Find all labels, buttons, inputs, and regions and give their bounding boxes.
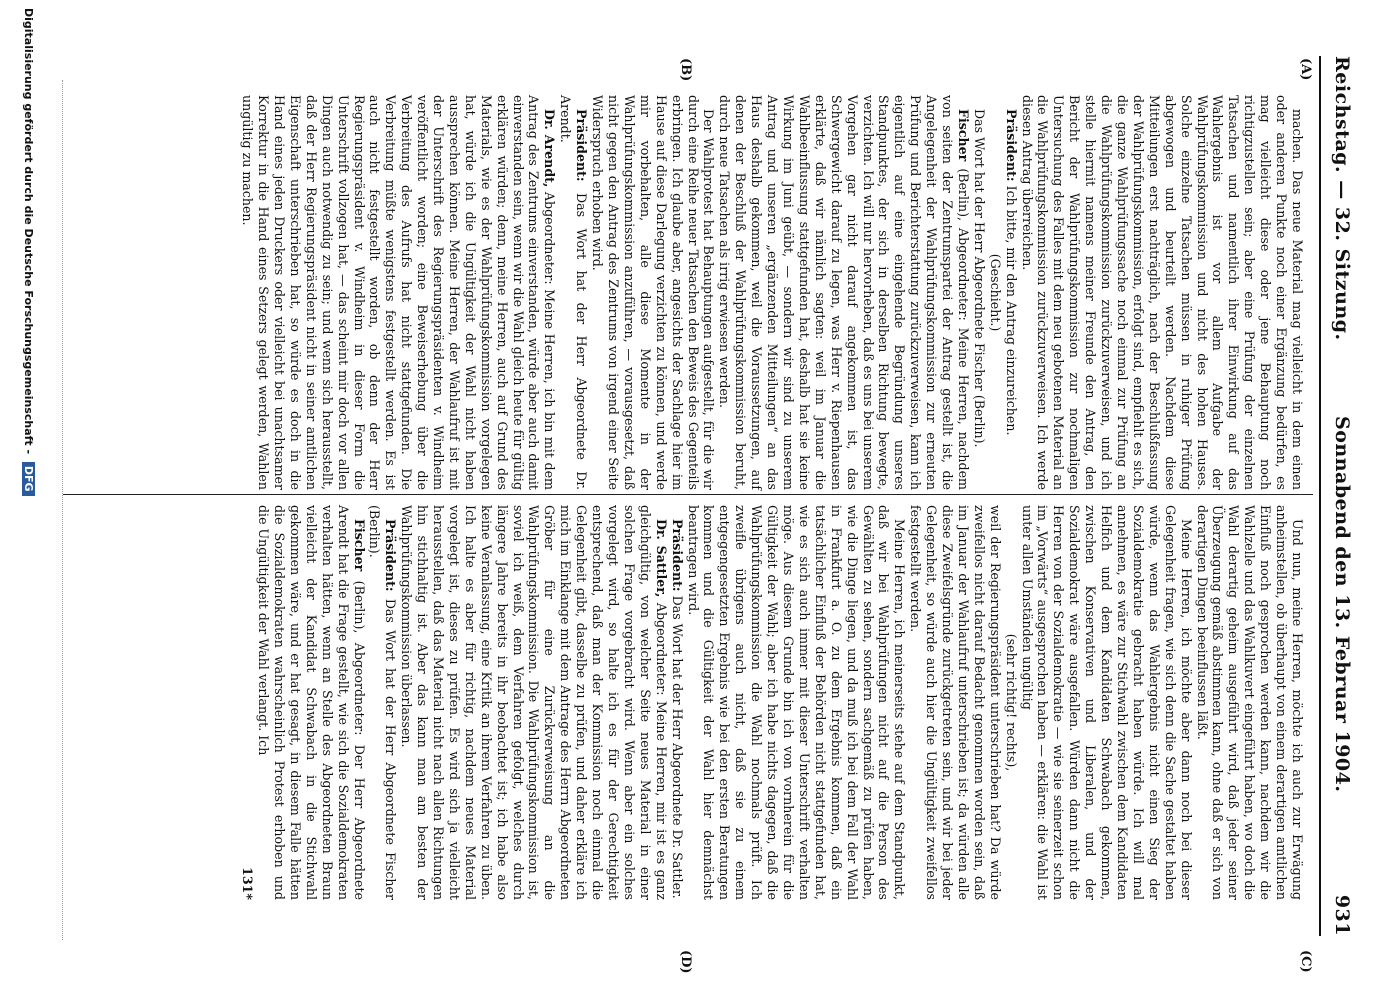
stage-direction: (sehr richtig! rechts), — [1003, 633, 1019, 772]
page-header — [1323, 56, 1353, 936]
text-paragraph: Meine Herren, ich möchte aber dann noch bei dieser Gelegenheit fragen, wie sich denn die Sache gestaltet haben würde, wenn das Wahlergebnis nicht einen Sieg der Sozialdemokratie gebracht haben würde. Ich will mal annehmen, es wäre zur Stichwahl zwischen dem Kandidaten Helfich und dem Kandidaten Schwabach gekommen, zwischen Konservativen und Liberalen, und der Sozialdemokrat wäre ausgefallen. Würden dann nicht die Herren von der Sozialdemokratie — wie sie seinerzeit schon im „Vorwärts“ ausgesprochen haben — erklären: die Wahl ist unter allen Umständen ungültig — [1019, 505, 1194, 900]
margin-marker-c: (C) — [1298, 950, 1313, 973]
text-paragraph: Meine Herren, ich meinerseits stehe auf dem Standpunkt, daß wir bei Wahlprüfungen nicht auf die Person des Gewählten zu sehen, sondern sachgemäß zu prüfen haben, wie die Dinge liegen, und da muß ich bei dem Fall der Wahl in Frankfurt a. O. zu dem Ergebnis kommen, daß ein tatsächlicher Einfluß der Behörden nicht stattgefunden hat, wie es sich auch immer mit dieser Unterschrift verhalten möge. Aus diesem Grunde bin ich von vornherein für die Gültigkeit der Wahl; aber ich habe nichts dagegen, daß die Wahlprüfungskommission die Wahl nochmals prüft. Ich zweifle übrigens auch nicht, daß sie zu einem entgegengesetzten Ergebnis wie bei den ersten Beratungen kommen und die Gültigkeit der Wahl hier demnächst beantragen wird. — [685, 505, 908, 900]
header-date: Sonnabend den 13. Februar 1904. — [1331, 416, 1353, 793]
stage-direction: (Geschieht.) — [987, 253, 1003, 332]
dfg-logo: DFG — [22, 462, 35, 496]
column-divider — [63, 494, 1313, 495]
speaker-name: Dr. Arendt, — [542, 109, 558, 188]
sheet-signature: 131* — [240, 867, 256, 900]
speech-text: Ich bitte, mir den Antrag einzureichen. — [1003, 181, 1019, 436]
speaker-paragraph — [239, 95, 557, 490]
speaker-paragraph — [398, 505, 668, 900]
text-paragraph: weil der Regierungspräsident unterschrieben hat? Da würde zweifellos nicht darauf Bedacht genommen worden sein, daß im Januar der Wahlaufruf unterschrieben ist; da würden alle diese Zweifelsgründe zurückgetreten sein, und wir bei jeder Gelegenheit, so würde auch hier die Ungültigkeit zweifellos festgestellt werden. — [908, 505, 1003, 900]
speaker-name: Dr. Sattler, — [653, 519, 669, 598]
margin-marker-d: (D) — [678, 950, 693, 974]
speaker-paragraph — [716, 95, 971, 490]
digitization-text: Digitalisierung gefördert durch die Deutsche Forschungsgemeinschaft - — [22, 8, 35, 455]
digitization-note — [11, 8, 35, 968]
speech-text: (Berlin), Abgeordneter: Meine Herren, nachdem von seiten der Zentrumspartei der Antrag gestellt ist, die Angelegenheit der Wahlprüfungskommission zur erneuten Prüfung und Berichterstattung zurückzuverweisen, kann ich eigentlich auf eine eingehende Begründung unseres Standpunktes, der sich in derselben Richtung bewegte, verzichten. Ich will nur hervorheben, daß es uns bei unserem Vorgehen gar nicht darauf angekommen ist, das Schwergewicht darauf zu legen, was Herr v. Riepenhausen erklärte, daß wir nämlich sagten: weil im Januar die Wahlbeeinflussung stattgefunden hat, deshalb hat sie keine Wirkung im Juni geübt, — sondern wir sind zu unserem Antrag und unseren „ergänzenden Mitteilungen“ an das Haus deshalb gekommen, weil die Voraussetzungen, auf denen der Beschluß der Wahlprüfungskommission beruht, durch neue Tatsachen als irrig erwiesen werden. — [717, 95, 971, 490]
margin-marker-a: (A) — [1298, 58, 1313, 81]
speaker-paragraph — [367, 505, 399, 900]
left-column — [239, 95, 1305, 490]
text-paragraph: Der Wahlprotest hat Behauptungen aufgestellt, für die wir durch eine Reihe neuer Tatsachen den Beweis des Gegenteils erbringen. Ich glaube aber, angesichts der Sachlage hier im Hause auf diese Darlegung verzichten zu können, und werde mir vorbehalten, alle diese Momente in der Wahlprüfungskommission anzuführen, — vorausgesetzt, daß nicht gegen den Antrag des Zentrums von irgend einer Seite Widerspruch erhoben wird. — [590, 95, 717, 490]
speech-text: Das Wort hat der Herr Abgeordnete Dr. Arendt. — [558, 95, 590, 490]
speaker-name: Fischer — [955, 109, 971, 162]
header-session: Reichstag. — 32. Sitzung. — [1331, 56, 1353, 341]
text-paragraph: Und nun, meine Herren, möchte ich auch zur Erwägung anheimstellen, ob überhaupt von einem derartigen amtlichen Einfluß noch gesprochen werden kann, nachdem wir die Wahlzelle und das Wahlkuvert eingeführt haben, wo doch die Wahl derartig geheim ausgeführt wird, daß jeder seiner Überzeugung gemäß abstimmen kann, ohne daß er sich von derartigen Dingen beeinflussen läßt. — [1194, 505, 1305, 900]
speech-text: (Berlin), Abgeordneter: Der Herr Abgeordnete Arendt hat die Frage gestellt, wie sich die Sozialdemokraten verhalten hätten, wenn an Stelle des Abgeordneten Braun vielleicht der Kandidat Schwabach in die Stichwahl gekommen wäre, und er hat gesagt, in diesem Falle hätten die Sozialdemokraten wahrscheinlich Protest erhoben und die Ungültigkeit der Wahl verlangt. Ich — [256, 505, 367, 900]
speaker-paragraph — [557, 95, 589, 490]
right-column — [239, 505, 1305, 900]
speaker-paragraph — [669, 505, 685, 900]
speech-text: Abgeordneter: Meine Herren, ich bin mit dem Antrag des Zentrums einverstanden, würde aber auch damit einverstanden sein, wenn wir die Wahl gleich heute für gültig erklären würden; denn, meine Herren, auch auf Grund des Materials, wie es der Wahlprüfungskommission vorgelegen hat, würde ich die Ungültigkeit der Wahl nicht haben aussprechen können. Meine Herren, der Wahlaufruf ist mit der Unterschrift des Regierungspräsidenten v. Windheim veröffentlicht worden; eine Beweiserhebung über die Verbreitung des Aufrufs hat nicht stattgefunden. Die Verbreitung müßte wenigstens festgestellt werden. Es ist auch nicht festgestellt worden, ob denn der Herr Regierungspräsident v. Windheim in dieser Form die Unterschrift vollzogen hat, — das scheint mir doch vor allen Dingen auch notwendig zu sein; und wenn sich herausstellt, daß der Herr Regierungspräsident nicht in seiner amtlichen Eigenschaft unterschrieben hat, so würde es doch in die Hand eines jeden Druckers oder vielleicht bei unachtsamer Korrektur in die Hand eines Setzers gelegt werden, Wahlen ungültig zu machen. — [240, 95, 558, 490]
margin-marker-b: (B) — [678, 58, 693, 82]
text-paragraph: Das Wort hat der Herr Abgeordnete Fischer (Berlin). — [971, 109, 987, 448]
speaker-name: Präsident: — [669, 519, 685, 592]
speech-text: Das Wort hat der Herr Abgeordnete Dr. Sattler. — [669, 591, 685, 899]
speaker-name: Präsident: — [1003, 109, 1019, 182]
header-rule — [1319, 56, 1321, 936]
speaker-name: Fischer — [351, 519, 367, 572]
page-number: 931 — [1331, 894, 1353, 936]
speech-text: Das Wort hat der Herr Abgeordnete Fischer (Berlin). — [367, 505, 399, 900]
text-paragraph: machen. Das neue Material mag vielleicht in dem einen oder anderen Punkte noch einer Ergänzung bedürfen, es mag vielleicht diese oder jene Behauptung noch richtigzustellen sein; aber eine Prüfung der einzelnen Tatsachen und namentlich ihrer Einwirkung auf das Wahlergebnis ist vor allem Aufgabe der Wahlprüfungskommission und nicht des hohen Hauses. Solche einzelne Tatsachen müssen in ruhiger Prüfung abgewogen und beurteilt werden. Nachdem diese Mitteilungen erst nachträglich, nach der Beschlußfassung der Wahlprüfungskommission, erfolgt sind, empfiehlt es sich, die ganze Wahlprüfungssache noch einmal zur Prüfung an die Wahlprüfungskommission zurückzuverweisen, und ich stelle hiermit namens meiner Freunde den Antrag, den Bericht der Wahlprüfungskommission zur nochmaligen Untersuchung des Falles mit dem neu gebotenen Material an die Wahlprüfungskommission zurückzuverweisen. Ich werde diesen Antrag überreichen. — [1019, 95, 1305, 490]
speaker-paragraph — [255, 505, 366, 900]
speaker-paragraph — [1003, 95, 1019, 490]
bottom-leader-line — [62, 80, 63, 940]
speaker-name: Präsident: — [383, 519, 399, 592]
speech-text: Abgeordneter: Meine Herren, mir ist es ganz gleichgültig, von welcher Seite neues Material in einer solchen Frage vorgebracht wird. Wenn aber ein solches vorgelegt wird, so halte ich es für der Gerechtigkeit entsprechend, daß man der Kommission noch einmal die Gelegenheit gibt, dasselbe zu prüfen, und daher erkläre ich mich im Einklange mit dem Antrage des Herrn Abgeordneten Gröber für eine Zurückverweisung an die Wahlprüfungskommission. Die Wahlprüfungskommission ist, soviel ich weiß, dem Verfahren gefolgt, welches durch längere Jahre bereits in ihr beobachtet ist; ich habe also keine Veranlassung, eine Kritik an ihrem Verfahren zu üben. Ich halte es aber für richtig, nachdem neues Material vorgelegt ist, dieses zu prüfen. Es wird sich ja vielleicht herausstellen, daß das Material nicht nach allen Richtungen hin stichhaltig ist. Aber das kann man am besten der Wahlprüfungskommission überlassen. — [399, 505, 669, 900]
speaker-name: Präsident: — [574, 109, 590, 182]
